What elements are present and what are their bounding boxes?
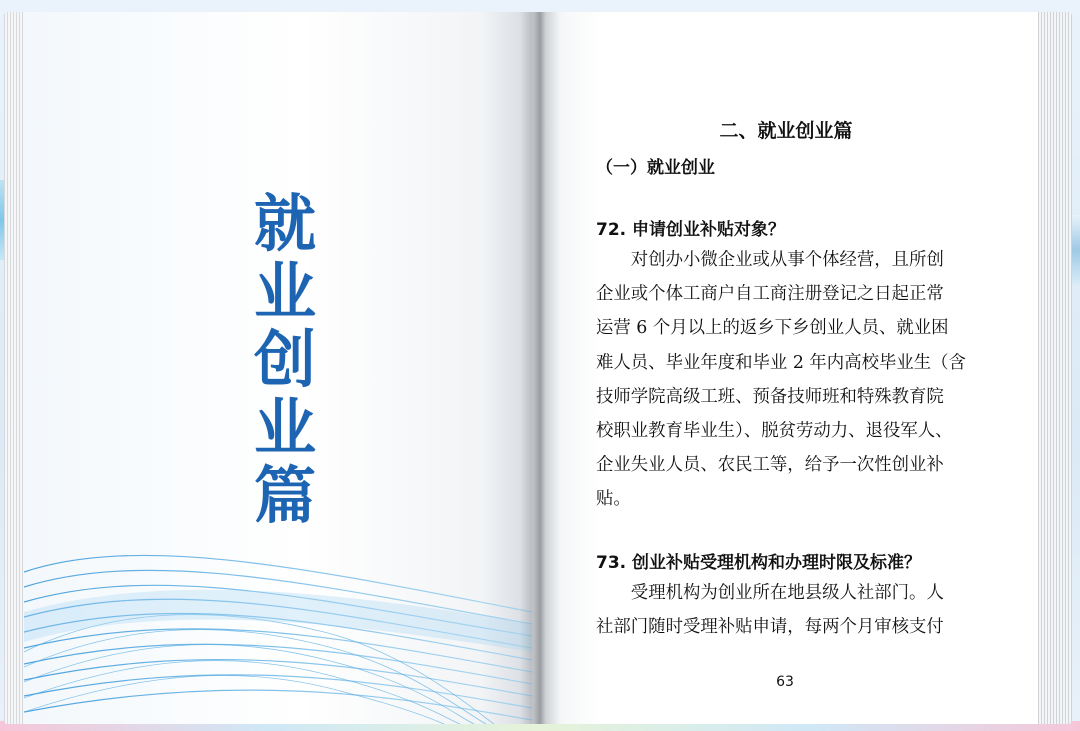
cover-title: [240, 187, 330, 532]
answer-line: 运营 6 个月以上的返乡下乡创业人员、就业困: [596, 318, 949, 339]
question-72-answer: [596, 243, 976, 517]
cover-title-char: 创: [253, 323, 316, 396]
answer-line: 企业失业人员、农民工等，给予一次性创业补: [596, 455, 944, 476]
cover-title-char: 就: [253, 187, 316, 260]
answer-line: 对创办小微企业或从事个体经营，且所创: [630, 250, 944, 270]
question-73-title: 73. 创业补贴受理机构和办理时限及标准？: [596, 553, 922, 573]
answer-line: 技师学院高级工班、预备技师班和特殊教育院: [596, 386, 944, 407]
question-73-answer: [596, 576, 976, 644]
answer-line: 受理机构为创业所在地县级人社部门。人: [630, 583, 944, 603]
answer-line: 校职业教育毕业生）、脱贫劳动力、退役军人、: [596, 421, 953, 442]
answer-line: 难人员、毕业年度和毕业 2 年内高校毕业生（含: [596, 352, 966, 373]
answer-line: 贴。: [596, 489, 631, 510]
page-number: 63: [776, 674, 794, 690]
right-page-stack: [1036, 12, 1072, 724]
question-72-title: 72. 申请创业补贴对象？: [596, 220, 786, 240]
answer-line: 社部门随时受理补贴申请，每两个月审核支付: [596, 617, 944, 638]
section-title: （一）就业创业: [596, 158, 715, 178]
answer-line: 企业或个体工商户自工商注册登记之日起正常: [596, 284, 944, 305]
left-page-cover[interactable]: [24, 12, 532, 724]
chapter-title: 二、就业创业篇: [719, 120, 853, 142]
cover-title-char: 篇: [253, 459, 316, 532]
left-page-stack: [4, 12, 26, 724]
cover-title-char: 业: [253, 255, 316, 328]
cover-title-char: 业: [253, 391, 316, 464]
right-page-text[interactable]: [532, 12, 1038, 724]
